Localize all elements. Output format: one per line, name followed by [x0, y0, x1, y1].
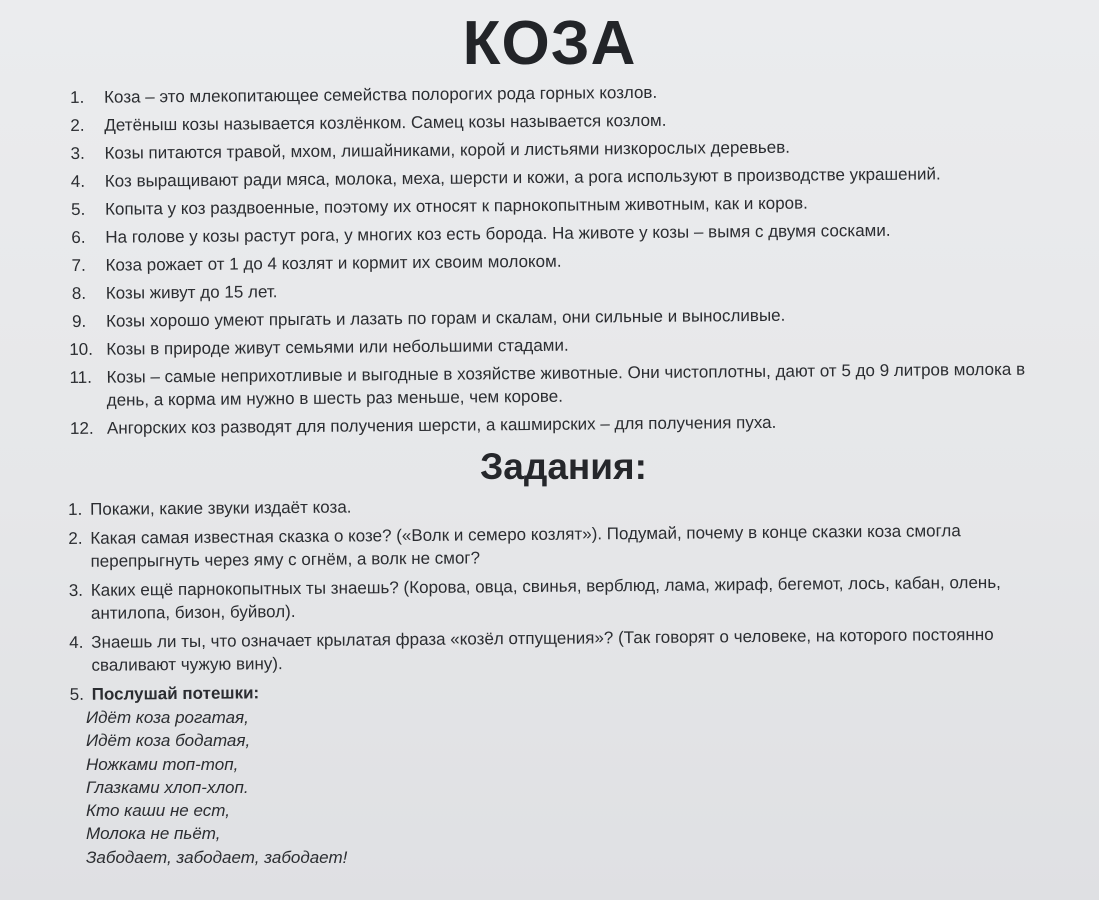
poem-line: Кто каши не ест, [86, 801, 230, 821]
fact-text: Козы в природе живут семьями или небольшими стадами. [106, 335, 569, 359]
poem-line: Глазками хлоп-хлоп. [86, 777, 249, 797]
fact-text: На голове у козы растут рога, у многих коз есть борода. На животе у козы – вымя с двумя сосками. [105, 220, 891, 247]
task-number: 1. [68, 499, 83, 519]
fact-number: 6. [71, 227, 86, 247]
tasks-heading: Задания: [480, 446, 647, 487]
fact-number: 8. [71, 283, 87, 303]
task-item [69, 622, 1049, 677]
fact-item [72, 301, 1062, 333]
poem-line: Ножками топ-топ, [86, 754, 239, 774]
fact-item [72, 273, 1062, 305]
task-item [70, 674, 1050, 706]
task-text: Знаешь ли ты, что означает крылатая фраза «козёл отпущения»? (Так говорят о человеке, на которого постоянно сваливают чужую вину). [91, 624, 994, 675]
fact-item [71, 189, 1061, 221]
fact-text: Козы живут до 15 лет. [105, 282, 278, 303]
fact-text: Козы хорошо умеют прыгать и лазать по горам и скалам, они сильные и выносливые. [105, 305, 786, 331]
fact-item [70, 105, 1060, 137]
fact-number: 1. [70, 87, 85, 107]
task-number: 3. [68, 580, 84, 600]
task-item [68, 489, 1048, 521]
fact-number: 7. [71, 255, 86, 275]
fact-text: Детёныш козы называется козлёнком. Самец козы называется козлом. [104, 110, 667, 135]
fact-number: 11. [69, 367, 93, 388]
fact-text: Коза – это млекопитающее семейства полорогих рода горных козлов. [104, 82, 658, 107]
poem-line: Идёт коза бодатая, [86, 731, 251, 751]
page-title: КОЗА [462, 9, 637, 78]
fact-text: Коза рожает от 1 до 4 козлят и кормит их своим молоком. [105, 251, 562, 275]
fact-item [70, 77, 1060, 109]
fact-item [70, 133, 1060, 165]
fact-number: 5. [70, 199, 86, 219]
fact-number: 12. [69, 418, 94, 439]
fact-text: Копыта у коз раздвоенные, поэтому их относят к парнокопытным животным, как и коров. [104, 193, 808, 219]
fact-item [71, 217, 1061, 249]
fact-item [69, 329, 1062, 361]
fact-text: Козы питаются травой, мхом, лишайниками, корой и листьями низкорослых деревьев. [104, 137, 791, 163]
fact-text: Козы – самые неприхотливые и выгодные в хозяйстве животные. Они чистоплотны, дают от 5 до 9 литров молока в день, а корма им нужно в шесть раз меньше, чем корове. [106, 359, 1026, 410]
poem-line: Молока не пьёт, [86, 824, 221, 844]
task-number: 4. [69, 632, 84, 652]
task-text: Каких ещё парнокопытных ты знаешь? (Корова, овца, свинья, верблюд, лама, жираф, бегемот, лось, кабан, олень, антилопа, бизон, буйвол). [90, 572, 1001, 623]
fact-number: 9. [71, 311, 87, 331]
task-item [69, 570, 1049, 625]
facts-list [70, 77, 1063, 445]
fact-text: Коз выращивают ради мяса, молока, меха, шерсти и кожи, а рога используют в производстве украшений. [104, 164, 941, 191]
fact-number: 3. [70, 143, 85, 163]
fact-item [71, 245, 1061, 277]
fact-number: 10. [69, 339, 94, 360]
tasks-list [68, 489, 1050, 712]
fact-text: Ангорских коз разводят для получения шерсти, а кашмирских – для получения пуха. [106, 412, 777, 438]
fact-number: 2. [70, 115, 85, 135]
task-text: Покажи, какие звуки издаёт коза. [90, 497, 352, 519]
task-item [68, 518, 1048, 573]
task-number: 2. [68, 528, 83, 548]
poem-line: Забодает, забодает, забодает! [86, 847, 348, 867]
poem-line: Идёт коза рогатая, [86, 708, 249, 727]
nursery-rhyme [86, 706, 347, 869]
fact-item [69, 408, 1063, 440]
fact-number: 4. [70, 171, 86, 191]
task-number: 5. [69, 684, 84, 704]
fact-item [69, 357, 1062, 412]
fact-item [71, 161, 1061, 193]
task-text: Какая самая известная сказка о козе? («Волк и семеро козлят»). Подумай, почему в конце сказки коза смогла перепрыгнуть через яму с огнём, а волк не смог? [90, 521, 961, 571]
task-text: Послушай потешки: [91, 683, 260, 704]
